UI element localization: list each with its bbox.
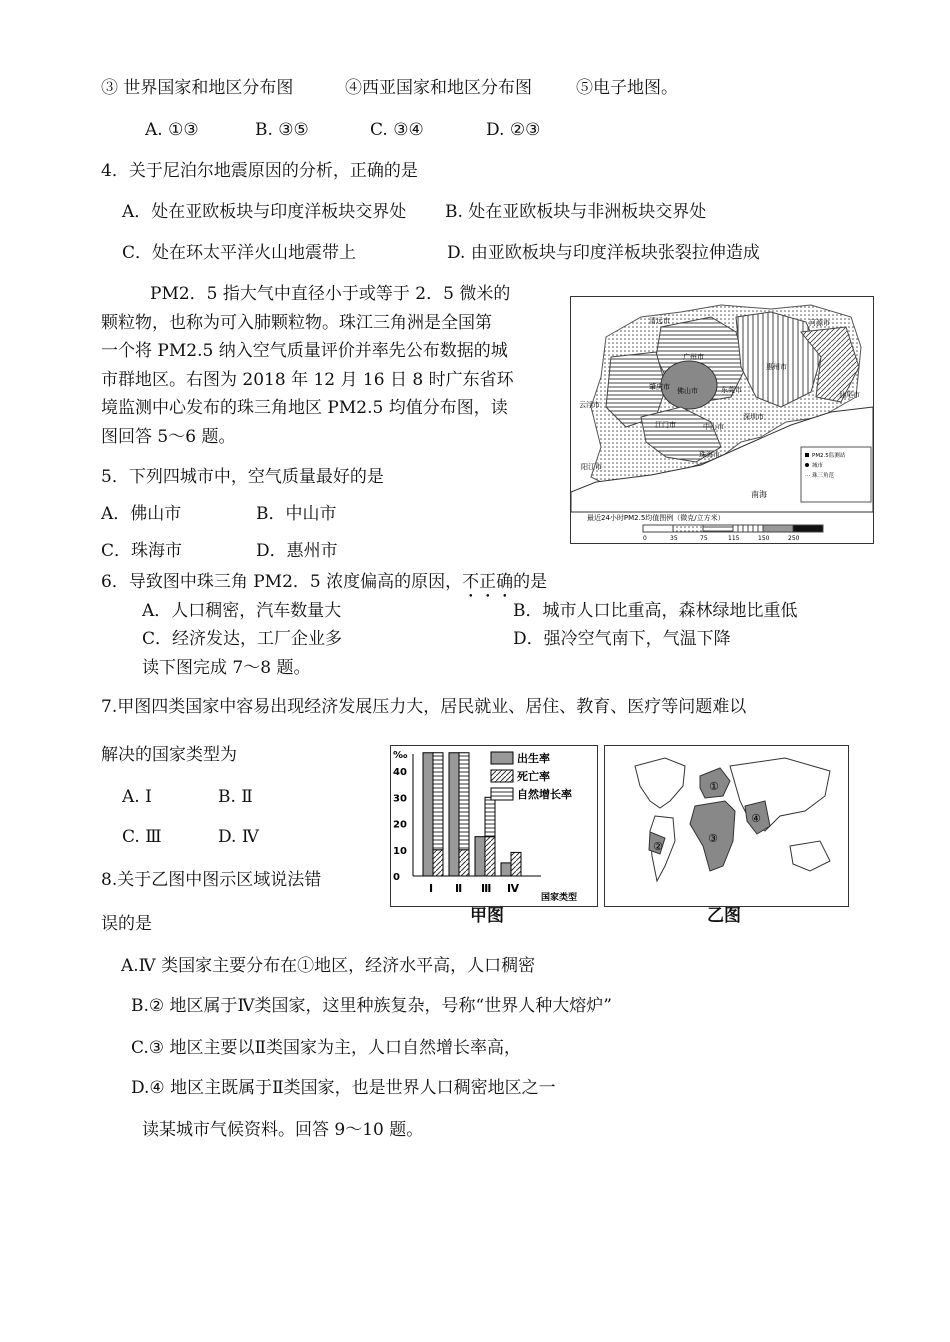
x-category-label: Ⅲ <box>481 882 492 895</box>
bar-birth-4 <box>501 863 511 876</box>
passage-line-3: 一个将 PM2.5 纳入空气质量评价并率先公布数据的城 <box>101 341 508 361</box>
passage-line-5: 境监测中心发布的珠三角地区 PM2.5 均值分布图，读 <box>101 398 508 418</box>
city-shanwei: 汕尾市 <box>839 391 860 399</box>
q5-choice-c: C．珠海市 <box>101 541 183 561</box>
city-yunfu: 云浮市 <box>579 401 600 409</box>
y-tick-label: 20 <box>393 819 407 831</box>
bar-birth-1 <box>423 753 433 876</box>
chart-ylabel: ‰ <box>393 750 408 761</box>
scale-115-150 <box>733 525 763 532</box>
q3-option-4: ④西亚国家和地区分布图 <box>345 78 532 98</box>
bar-death-2 <box>459 850 469 876</box>
sea-label: 南海 <box>751 490 767 499</box>
tick-35: 35 <box>670 535 678 542</box>
q7-choice-d: D. Ⅳ <box>218 827 259 847</box>
y-tick-label: 0 <box>393 872 400 883</box>
birth-death-chart <box>390 745 598 907</box>
pm25-map <box>570 296 874 544</box>
bar-growth-2 <box>459 753 469 850</box>
q4-choice-b: B. 处在亚欧板块与非洲板块交界处 <box>445 202 707 222</box>
legend-boundary-line: ⋯ <box>805 473 811 479</box>
city-heyuan: 河源市 <box>809 319 830 327</box>
q4-choice-d: D. 由亚欧板块与印度洋板块张裂拉伸造成 <box>447 243 760 263</box>
bar-death-3 <box>485 837 495 876</box>
q7-stem-1: 7.甲图四类国家中容易出现经济发展压力大，居民就业、居住、教育、医疗等问题难以 <box>101 697 747 717</box>
passage-line-4: 市群地区。右图为 2018 年 12 月 16 日 8 时广东省环 <box>101 370 514 390</box>
city-yangjiang: 阳江市 <box>581 463 602 471</box>
legend-death: 死亡率 <box>517 770 550 783</box>
bar-death-4 <box>511 852 521 876</box>
city-dongguan: 东莞市 <box>721 386 742 394</box>
q910-instruction: 读某城市气候资料。回答 9～10 题。 <box>142 1120 424 1140</box>
passage-line-2: 颗粒物，也称为可入肺颗粒物。珠江三角洲是全国第 <box>101 313 492 333</box>
legend-growth-swatch <box>491 788 513 800</box>
pm25-map-svg <box>571 297 873 543</box>
world-map-svg <box>605 746 848 906</box>
q6-stem <box>101 572 547 602</box>
bar-growth-1 <box>433 753 443 850</box>
q5-choice-d: D．惠州市 <box>256 541 338 561</box>
bar-birth-2 <box>449 753 459 876</box>
q8-choice-b: B.② 地区属于Ⅳ类国家，这里种族复杂，号称“世界人种大熔炉” <box>131 996 612 1016</box>
q5-choice-b: B．中山市 <box>256 504 337 524</box>
scale-250-plus <box>793 525 823 532</box>
label-4: ④ <box>751 812 761 825</box>
q6-stem-emphasis: 不正确 <box>462 572 514 592</box>
q3-choice-c: C. ③④ <box>370 120 424 140</box>
q5-stem: 5．下列四城市中，空气质量最好的是 <box>101 467 384 487</box>
q5-choice-a: A．佛山市 <box>101 504 182 524</box>
q4-choice-a: A．处在亚欧板块与印度洋板块交界处 <box>122 202 407 222</box>
asia-outline <box>730 758 830 831</box>
australia <box>790 841 830 871</box>
q3-choice-d: D. ②③ <box>486 120 541 140</box>
q6-stem-post: 的是 <box>513 572 548 592</box>
legend-birth-swatch <box>491 752 513 764</box>
q8-stem-1: 8.关于乙图中图示区域说法错 <box>101 870 322 890</box>
q6-choice-a: A．人口稠密，汽车数量大 <box>142 601 342 621</box>
q8-stem-2: 误的是 <box>101 914 152 934</box>
q4-stem: 4．关于尼泊尔地震原因的分析，正确的是 <box>101 161 418 181</box>
q4-choice-c: C．处在环太平洋火山地震带上 <box>122 243 357 263</box>
passage-line-6: 图回答 5～6 题。 <box>101 427 236 447</box>
q3-option-5: ⑤电子地图。 <box>576 78 678 98</box>
city-zhongshan: 中山市 <box>703 423 724 431</box>
tick-75: 75 <box>700 535 708 542</box>
q3-choice-b: B. ③⑤ <box>255 120 309 140</box>
north-america <box>635 758 685 808</box>
city-shenzhen: 深圳市 <box>743 413 764 421</box>
scale-75-115 <box>703 525 733 532</box>
q6-choice-b: B．城市人口比重高，森林绿地比重低 <box>513 601 798 621</box>
tick-115: 115 <box>728 535 740 542</box>
y-tick-label: 10 <box>393 845 407 857</box>
city-qingyuan: 清远市 <box>649 317 670 325</box>
legend-boundary: 珠三角范 <box>812 473 835 479</box>
label-3: ③ <box>708 832 718 845</box>
y-tick-label: 40 <box>393 767 407 779</box>
station-icon <box>805 453 809 457</box>
scale-0-35 <box>643 525 673 532</box>
x-category-label: Ⅳ <box>507 882 520 895</box>
scale-title: 最近24小时PM2.5均值图例（微克/立方米） <box>587 514 725 522</box>
world-map <box>604 745 849 907</box>
q8-choice-a: A.Ⅳ 类国家主要分布在①地区，经济水平高，人口稠密 <box>121 956 536 976</box>
q3-option-3: ③ 世界国家和地区分布图 <box>101 78 294 98</box>
scale-150-250 <box>763 525 793 532</box>
y-tick-label: 30 <box>393 793 407 805</box>
x-category-label: Ⅰ <box>429 882 434 895</box>
passage-line-1: PM2．5 指大气中直径小于或等于 2．5 微米的 <box>150 284 511 304</box>
q7-choice-b: B. Ⅱ <box>218 787 253 807</box>
q7-choice-c: C. Ⅲ <box>122 827 162 847</box>
city-guangzhou: 广州市 <box>683 353 704 361</box>
q8-choice-c: C.③ 地区主要以Ⅱ类国家为主，人口自然增长率高， <box>131 1038 522 1058</box>
legend-birth: 出生率 <box>517 752 550 765</box>
q3-choice-a: A. ①③ <box>145 120 199 140</box>
city-huizhou: 惠州市 <box>766 363 787 371</box>
label-1: ① <box>709 780 719 793</box>
chart-title: 甲图 <box>470 906 504 926</box>
x-category-label: Ⅱ <box>455 882 463 895</box>
bar-death-1 <box>433 850 443 876</box>
city-foshan: 佛山市 <box>677 387 698 395</box>
city-zhaoqing: 肇庆市 <box>649 383 670 391</box>
bar-growth-3 <box>485 797 495 836</box>
chart-xlabel: 国家类型 <box>541 893 578 903</box>
tick-0: 0 <box>643 535 647 542</box>
scale-35-75 <box>673 525 703 532</box>
q7-stem-2: 解决的国家类型为 <box>101 745 237 765</box>
q6-choice-c: C．经济发达，工厂企业多 <box>142 629 343 649</box>
q7-choice-a: A. Ⅰ <box>122 787 152 807</box>
legend-station: PM2.5监测站 <box>812 453 846 459</box>
world-map-title: 乙图 <box>707 906 741 926</box>
chart-svg <box>391 746 597 906</box>
legend-growth: 自然增长率 <box>517 788 572 801</box>
tick-250: 250 <box>788 535 800 542</box>
tick-150: 150 <box>758 535 770 542</box>
bar-birth-3 <box>475 837 485 876</box>
q8-choice-d: D.④ 地区主既属于Ⅱ类国家，也是世界人口稠密地区之一 <box>131 1078 556 1098</box>
city-jiangmen: 江门市 <box>655 421 676 429</box>
legend-death-swatch <box>491 770 513 782</box>
label-2: ② <box>653 840 663 853</box>
q6-choice-d: D．强冷空气南下，气温下降 <box>513 629 731 649</box>
city-zhuhai: 珠海市 <box>699 451 720 459</box>
city-icon <box>805 463 809 467</box>
q78-instruction: 读下图完成 7～8 题。 <box>142 658 311 678</box>
q6-stem-pre: 6．导致图中珠三角 PM2．5 浓度偏高的原因， <box>101 572 463 592</box>
legend-city: 城市 <box>812 463 824 469</box>
